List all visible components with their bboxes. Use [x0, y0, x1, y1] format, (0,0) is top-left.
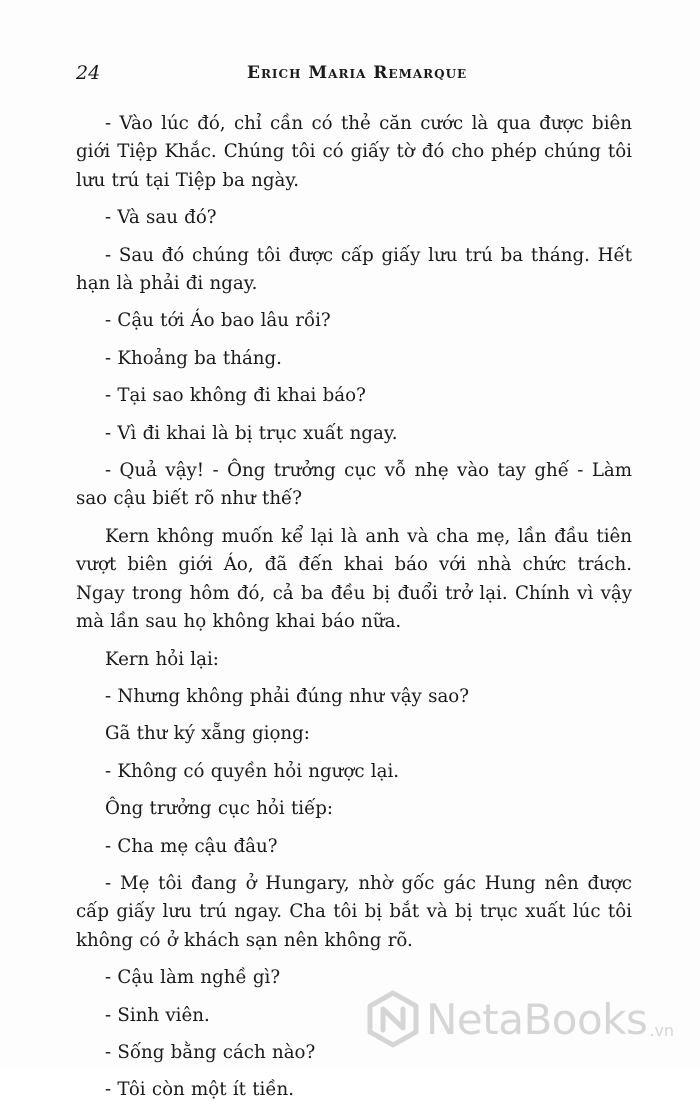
netabooks-logo-icon [366, 990, 420, 1048]
paragraph: - Tôi còn một ít tiền. [105, 1079, 295, 1101]
paragraph: - Và sau đó? [105, 207, 217, 229]
paragraph: - Vào lúc đó, chỉ cần có thẻ căn cước là qua được biên giới Tiệp Khắc. Chúng tôi có giấy tờ đó cho phép chúng tôi lưu trú tại Tiệp ba ngày. [76, 113, 632, 191]
paragraph: - Cha mẹ cậu đâu? [105, 835, 278, 857]
paragraph: - Không có quyền hỏi ngược lại. [105, 760, 400, 782]
paragraph: - Vì đi khai là bị trục xuất ngay. [105, 422, 398, 444]
paragraph: - Sau đó chúng tôi được cấp giấy lưu trú ba tháng. Hết hạn là phải đi ngay. [76, 244, 632, 295]
paragraph: Kern không muốn kể lại là anh và cha mẹ, lần đầu tiên vượt biên giới Áo, đã đến khai báo với nhà chức trách. Ngay trong hôm đó, cả ba đều bị đuổi trở lại. Chính vì vậy mà lần sau họ không khai báo nữa. [76, 525, 632, 633]
paragraph: - Mẹ tôi đang ở Hungary, nhờ gốc gác Hung nên được cấp giấy lưu trú ngay. Cha tôi bị bắt và bị trục xuất lúc tôi không có ở khách sạn nên không rõ. [76, 872, 632, 951]
paragraph: - Cậu tới Áo bao lâu rồi? [105, 310, 331, 332]
paragraph: - Quả vậy! - Ông trưởng cục vỗ nhẹ vào tay ghế - Làm sao cậu biết rõ như thế? [76, 460, 632, 510]
watermark-suffix: .vn [649, 1020, 675, 1040]
running-head: Erich Maria Remarque [247, 63, 468, 83]
paragraph: - Cậu làm nghề gì? [105, 967, 281, 989]
paragraph: Gã thư ký xẵng giọng: [105, 723, 310, 745]
paragraph: - Tại sao không đi khai báo? [105, 385, 366, 407]
paragraph: - Khoảng ba tháng. [105, 347, 282, 369]
paragraph: Ông trưởng cục hỏi tiếp: [105, 798, 334, 820]
body-text [76, 110, 632, 1114]
paragraph: - Sống bằng cách nào? [105, 1041, 316, 1063]
paragraph: Kern hỏi lại: [105, 648, 219, 670]
watermark [366, 988, 686, 1050]
watermark-brand: NetaBooks [426, 994, 648, 1044]
page-number: 24 [76, 62, 101, 84]
page-header [76, 62, 631, 88]
paragraph: - Sinh viên. [105, 1004, 210, 1026]
paragraph: - Nhưng không phải đúng như vậy sao? [105, 685, 469, 707]
